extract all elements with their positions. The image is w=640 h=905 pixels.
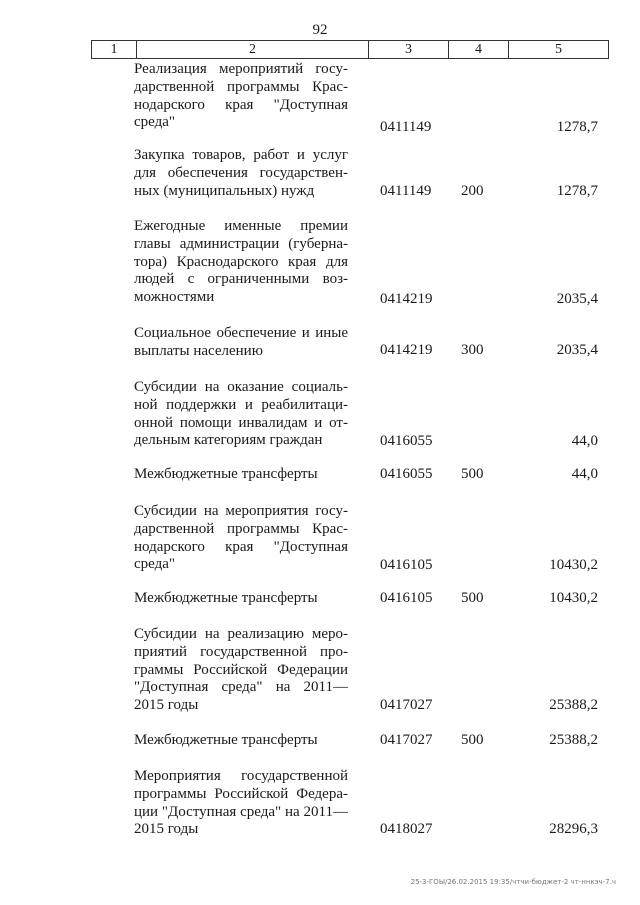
column-header-3: 3 (369, 41, 449, 59)
row-code: 0418027 (380, 821, 433, 837)
row-sum: 25388,2 (549, 732, 598, 748)
row-description: Мероприятия государственной программы Российской Федерации "Доступная среда" на 2011—2015 годы (134, 768, 348, 838)
row-description: Закупка товаров, работ и услуг для обеспечения государственных (муниципальных) нужд (134, 147, 348, 199)
row-sum: 2035,4 (556, 342, 598, 358)
row-sum: 1278,7 (556, 119, 598, 135)
row-code: 0411149 (380, 119, 432, 135)
row-code: 0416105 (380, 557, 433, 573)
row-sum: 44,0 (571, 466, 598, 482)
row-code: 0416055 (380, 433, 433, 449)
row-description: Межбюджетные трансферты (134, 732, 318, 748)
column-header-4: 4 (449, 41, 509, 59)
column-header-2: 2 (137, 41, 369, 59)
row-sum: 44,0 (571, 433, 598, 449)
row-type: 500 (461, 590, 484, 606)
column-header-5: 5 (509, 41, 609, 59)
row-type: 200 (461, 183, 484, 199)
row-description: Межбюджетные трансферты (134, 590, 318, 606)
row-description: Субсидии на реализацию мероприятий государственной программы Российской Федерации "Доступная среда" на 2011—2015 годы (134, 626, 348, 714)
row-code: 0411149 (380, 183, 432, 199)
row-code: 0416055 (380, 466, 433, 482)
row-code: 0417027 (380, 697, 433, 713)
row-sum: 28296,3 (549, 821, 598, 837)
row-description: Реализация мероприятий государственной программы Краснодарского края "Доступная среда" (134, 61, 348, 131)
row-type: 500 (461, 732, 484, 748)
row-sum: 10430,2 (549, 557, 598, 573)
row-code: 0416105 (380, 590, 433, 606)
row-sum: 1278,7 (556, 183, 598, 199)
row-type: 500 (461, 466, 484, 482)
row-type: 300 (461, 342, 484, 358)
row-description: Субсидии на оказание социальной поддержки и реабилитационной помощи инвалидам и отдельным категориям граждан (134, 379, 348, 449)
row-sum: 10430,2 (549, 590, 598, 606)
row-code: 0414219 (380, 342, 433, 358)
page-number: 92 (312, 22, 328, 38)
row-description: Межбюджетные трансферты (134, 466, 318, 482)
row-sum: 2035,4 (556, 291, 598, 307)
footer-file-stamp: 25-3-ГОЫ/26.02.2015 19:35/чтчи-бюджет-2 чт-ннкэч-7.ч (410, 878, 616, 886)
row-sum: 25388,2 (549, 697, 598, 713)
row-description: Субсидии на мероприятия государственной программы Краснодарского края "Доступная среда" (134, 503, 348, 573)
row-code: 0417027 (380, 732, 433, 748)
row-description: Ежегодные именные премии главы администрации (губернатора) Краснодарского края для людей с ограниченными возможностями (134, 218, 348, 306)
row-code: 0414219 (380, 291, 433, 307)
row-description: Социальное обеспечение и иные выплаты населению (134, 325, 348, 359)
column-header-1: 1 (92, 41, 137, 59)
